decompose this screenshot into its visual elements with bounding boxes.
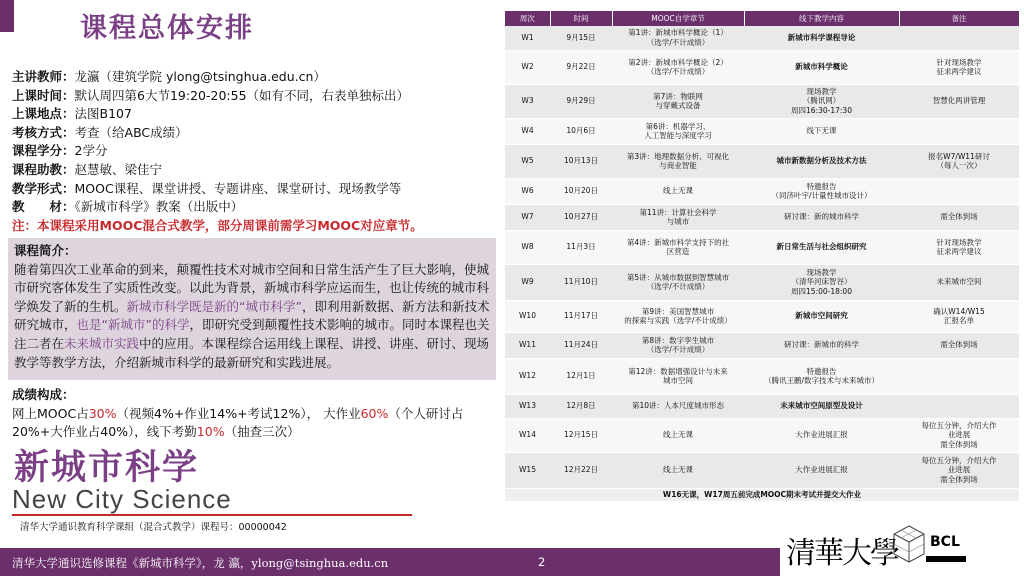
cell-remark <box>899 26 1019 50</box>
cell-date: 11月3日 <box>550 230 612 264</box>
tsinghua-logo: 清華大學 <box>786 536 898 571</box>
cell-remark: 每位五分钟，介绍大作 业进展 需全体到场 <box>899 452 1019 488</box>
course-info <box>12 68 500 235</box>
intro-highlight: 新城市科学既是新的“城市科学” <box>126 298 302 314</box>
info-row-format <box>12 180 500 199</box>
info-row-location <box>12 105 500 124</box>
schedule-table <box>505 11 1020 502</box>
cell-offline: 新日常生活与社会组织研究 <box>744 230 899 264</box>
table-row <box>505 50 1019 84</box>
bcl-logo: BCL <box>930 534 960 550</box>
grade-composition <box>12 386 502 442</box>
cell-mooc: 第2讲：新城市科学概论（2） （选学/不计成绩） <box>612 50 744 84</box>
table-row <box>505 358 1019 394</box>
cell-date: 11月10日 <box>550 264 612 300</box>
course-name-cn: 新城市科学 <box>14 448 200 488</box>
cell-offline: 大作业进展汇报 <box>744 418 899 452</box>
info-value: 考查（给ABC成绩） <box>74 124 188 140</box>
cell-remark: 针对现场教学 征求两学建议 <box>899 50 1019 84</box>
table-row <box>505 394 1019 418</box>
cell-remark: 需全体到场 <box>899 204 1019 230</box>
cell-week: W7 <box>505 204 550 230</box>
bcl-logo-bar <box>926 556 966 562</box>
info-key: 上课时间： <box>12 87 75 103</box>
intro-heading: 课程简介： <box>14 243 77 258</box>
cell-mooc: 第7讲：物联网 与穿戴式设备 <box>612 84 744 118</box>
intro-part: ，即研究受到颠覆性技术影响的城市。同时本课程也关注二者在 <box>14 317 490 351</box>
cell-week: W10 <box>505 300 550 332</box>
cell-date: 12月1日 <box>550 358 612 394</box>
cell-offline: 线下无课 <box>744 118 899 144</box>
header-date: 时间 <box>550 11 612 26</box>
course-group: 清华大学通识教育科学课组（混合式教学）课程号：00000042 <box>20 522 287 533</box>
intro-part: ，即利用新数据、新方法和新技术研究城市， <box>14 298 490 333</box>
grade-text <box>12 405 502 442</box>
cell-date: 9月29日 <box>550 84 612 118</box>
table-row <box>505 452 1019 488</box>
cell-remark: 需全体到场 <box>899 332 1019 358</box>
cell-offline: 现场教学 （清华河床智谷） 周四15:00-18:00 <box>744 264 899 300</box>
cell-mooc: 第12讲：数据增强设计与未来 城市空间 <box>612 358 744 394</box>
cell-date: 12月8日 <box>550 394 612 418</box>
cell-date: 11月17日 <box>550 300 612 332</box>
cell-offline: 城市新数据分析及技术方法 <box>744 144 899 178</box>
page-number: 2 <box>538 555 546 569</box>
cell-remark: 确认W14/W15 汇报名单 <box>899 300 1019 332</box>
cell-mooc: 第5讲：从城市数据到智慧城市 （选学/不计成绩） <box>612 264 744 300</box>
cell-date: 10月27日 <box>550 204 612 230</box>
info-row-assessment <box>12 124 500 143</box>
info-key: 课程学分： <box>12 143 75 159</box>
info-row-time <box>12 87 500 106</box>
cell-week: W9 <box>505 264 550 300</box>
footer-text: 清华大学通识选修课程《新城市科学》，龙 瀛，ylong@tsinghua.edu.cn <box>12 556 389 570</box>
info-row-credits <box>12 142 500 161</box>
cell-date: 10月20日 <box>550 178 612 204</box>
cell-mooc: 第4讲：新城市科学支持下的社 区营造 <box>612 230 744 264</box>
header-mooc: MOOC自学章节 <box>612 11 744 26</box>
grade-part: （抽查三次） <box>224 424 300 440</box>
cell-offline: 特邀报告 （同济叶宇/计量性城市设计） <box>744 178 899 204</box>
table-row <box>505 300 1019 332</box>
cell-offline: 研讨课：新城市的科学 <box>744 332 899 358</box>
table-row <box>505 26 1019 50</box>
cell-week: W3 <box>505 84 550 118</box>
cell-mooc: 第8讲：数字孪生城市 （选学/不计成绩） <box>612 332 744 358</box>
info-value: 法图B107 <box>74 106 132 122</box>
cell-offline: 研讨课：新的城市科学 <box>744 204 899 230</box>
cell-mooc: 线上无课 <box>612 178 744 204</box>
cell-remark: 报名W7/W11研讨 （每人一次） <box>899 144 1019 178</box>
grade-part: （视频4%+作业14%+考试12%）， 大作业 <box>116 405 361 421</box>
cube-logo-icon <box>892 524 926 564</box>
cell-week: W5 <box>505 144 550 178</box>
grade-percent: 10% <box>196 424 225 440</box>
header-remark: 备注 <box>899 11 1019 26</box>
intro-text <box>14 261 490 373</box>
intro-part: 随着第四次工业革命的到来，颠覆性技术对城市空间和日常生活产生了巨大影响，使城市研究客体发生了实质性改变。以此为背景，新城市科学应运而生，也让传统的城市科学焕发了新的生机。 <box>14 261 490 314</box>
info-key: 教学形式： <box>12 180 75 196</box>
table-row <box>505 178 1019 204</box>
table-row <box>505 230 1019 264</box>
cell-date: 10月13日 <box>550 144 612 178</box>
table-footnote-row <box>505 488 1019 501</box>
cell-week: W11 <box>505 332 550 358</box>
grade-percent: 30% <box>88 405 117 421</box>
info-value: 赵慧敏、梁佳宁 <box>74 161 163 177</box>
cell-offline: 新城市科学概论 <box>744 50 899 84</box>
cell-week: W13 <box>505 394 550 418</box>
title-accent-bar <box>0 0 14 32</box>
grade-percent: 60% <box>360 405 389 421</box>
cell-mooc: 第3讲：地理数据分析、可视化 与商业智能 <box>612 144 744 178</box>
cell-date: 12月22日 <box>550 452 612 488</box>
cell-remark: 未来城市空间 <box>899 264 1019 300</box>
course-intro <box>8 238 496 380</box>
info-row-textbook <box>12 198 500 217</box>
cell-remark <box>899 394 1019 418</box>
table-row <box>505 84 1019 118</box>
info-value: 《新城市科学》教案（出版中） <box>74 199 244 215</box>
table-row <box>505 118 1019 144</box>
cell-week: W8 <box>505 230 550 264</box>
info-key: 考核方式： <box>12 124 75 140</box>
cell-offline: 新城市科学课程导论 <box>744 26 899 50</box>
cell-week: W14 <box>505 418 550 452</box>
grade-heading: 成绩构成： <box>12 387 75 402</box>
cell-week: W15 <box>505 452 550 488</box>
info-value: MOOC课程、课堂讲授、专题讲座、课堂研讨、现场教学等 <box>74 180 402 196</box>
table-header-row <box>505 11 1019 26</box>
header-offline: 线下教学内容 <box>744 11 899 26</box>
cell-date: 11月24日 <box>550 332 612 358</box>
logo-area <box>780 520 1024 576</box>
cell-date: 9月22日 <box>550 50 612 84</box>
info-row-teacher <box>12 68 500 87</box>
grade-part: 网上MOOC占 <box>12 405 89 421</box>
cell-remark: 每位五分钟，介绍大作 业进展 需全体到场 <box>899 418 1019 452</box>
intro-highlight: 未来城市实践 <box>64 335 140 351</box>
cell-mooc: 第11讲：计算社会科学 与城市 <box>612 204 744 230</box>
cell-remark: 智慧化两讲管理 <box>899 84 1019 118</box>
cell-mooc: 第9讲：美国智慧城市 的探索与实践（选学/不计成绩） <box>612 300 744 332</box>
intro-part: 中的应用。本课程综合运用线上课程、讲授、讲座、研讨、现场教学等教学方法，介绍新城市科学的最新研究和实践进展。 <box>14 335 490 370</box>
info-key: 上课地点： <box>12 106 75 122</box>
cell-week: W12 <box>505 358 550 394</box>
page-title: 课程总体安排 <box>80 13 254 44</box>
cell-mooc: 第6讲：机器学习、 人工智能与深度学习 <box>612 118 744 144</box>
info-value: 龙瀛（建筑学院 ylong@tsinghua.edu.cn） <box>74 69 326 84</box>
cell-offline: 大作业进展汇报 <box>744 452 899 488</box>
cell-offline: 现场教学 （腾讯网） 周四16:30-17:30 <box>744 84 899 118</box>
table-row <box>505 204 1019 230</box>
cell-remark <box>899 358 1019 394</box>
cell-offline: 未来城市空间原型及设计 <box>744 394 899 418</box>
cell-offline: 特邀报告 （腾讯王鹏/数字技术与未来城市） <box>744 358 899 394</box>
info-value: 默认周四第6大节19:20-20:55（如有不同，右表单独标出） <box>74 87 410 103</box>
cell-week: W1 <box>505 26 550 50</box>
cell-mooc: 第1讲：新城市科学概论（1） （选学/不计成绩） <box>612 26 744 50</box>
mooc-note: 注：本课程采用MOOC混合式教学，部分周课前需学习MOOC对应章节。 <box>12 217 423 233</box>
cell-remark: 针对现场教学 征求两学建议 <box>899 230 1019 264</box>
cell-remark <box>899 178 1019 204</box>
info-key: 教 材： <box>12 199 75 215</box>
table-row <box>505 144 1019 178</box>
info-value: 2学分 <box>74 143 108 159</box>
info-key: 课程助教： <box>12 161 75 177</box>
cell-remark <box>899 118 1019 144</box>
cell-mooc: 线上无课 <box>612 452 744 488</box>
cell-mooc: 线上无课 <box>612 418 744 452</box>
cell-week: W4 <box>505 118 550 144</box>
intro-highlight: 也是“新城市”的科学 <box>76 317 190 333</box>
cell-date: 9月15日 <box>550 26 612 50</box>
info-key: 主讲教师： <box>12 69 75 84</box>
cell-date: 12月15日 <box>550 418 612 452</box>
cell-date: 10月6日 <box>550 118 612 144</box>
cell-week: W6 <box>505 178 550 204</box>
cell-offline: 新城市空间研究 <box>744 300 899 332</box>
table-footnote: W16无课，W17周五前完成MOOC期末考试并提交大作业 <box>505 488 1019 501</box>
table-row <box>505 332 1019 358</box>
cell-week: W2 <box>505 50 550 84</box>
table-row <box>505 418 1019 452</box>
table-row <box>505 264 1019 300</box>
cell-mooc: 第10讲：人本尺度城市形态 <box>612 394 744 418</box>
header-week: 周次 <box>505 11 550 26</box>
divider <box>12 514 412 516</box>
course-name-en: New City Science <box>12 484 232 514</box>
info-row-ta <box>12 161 500 180</box>
grade-part: （个人研讨占20%+大作业占40%），线下考勤 <box>12 405 464 440</box>
